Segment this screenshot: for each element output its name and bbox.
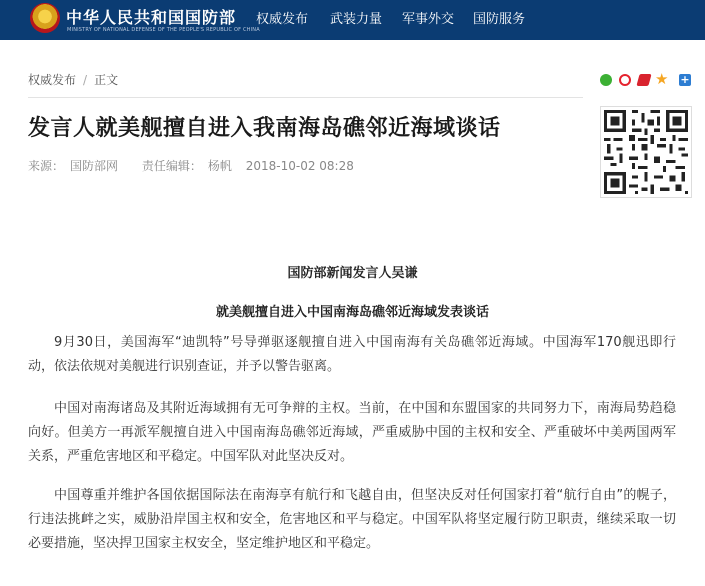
pen-icon[interactable] [636,74,651,86]
article-title: 发言人就美舰擅自进入我南海岛礁邻近海域谈话 [28,116,501,141]
publish-date: 2018-10-02 08:28 [245,159,354,173]
source-label: 来源： [28,159,65,173]
wechat-icon[interactable] [600,74,612,86]
site-subtitle: MINISTRY OF NATIONAL DEFENSE OF THE PEOPLE'S REPUBLIC OF CHINA [67,27,260,33]
source-value: 国防部网 [70,159,119,173]
nav-item-authoritative-release[interactable]: 权威发布 [256,12,309,27]
national-emblem-icon[interactable] [30,3,60,33]
plus-icon[interactable]: + [680,73,690,86]
breadcrumb [28,71,118,88]
breadcrumb-current: 正文 [94,73,119,87]
editor-label: 责任编辑： [141,159,202,173]
statement-subtitle: 就美舰擅自进入中国南海岛礁邻近海域发表谈话 [215,305,489,320]
speaker-line: 国防部新闻发言人吴谦 [287,266,418,281]
editor-value: 杨帆 [207,159,232,173]
article-paragraph: 9月30日，美国海军“迪凯特”号导弹驱逐舰擅自进入中国南海有关岛礁邻近海域。中国海军170舰迅即行动，依法依规对美舰进行识别查证，并予以警告驱离。 [28,335,676,374]
breadcrumb-separator: / [83,73,88,87]
article-meta [28,157,360,174]
nav-item-military-diplomacy[interactable]: 军事外交 [402,12,455,27]
nav-item-defense-services[interactable]: 国防服务 [473,12,526,27]
nav-item-armed-forces[interactable]: 武装力量 [330,12,383,27]
qr-code-icon [600,106,692,198]
site-header [0,0,705,40]
weibo-icon[interactable] [619,74,631,86]
article-paragraph: 中国对南海诸岛及其附近海域拥有无可争辩的主权。当前，在中国和东盟国家的共同努力下，南海局势趋稳向好。但美方一再派军舰擅自进入中国南海岛礁邻近海域，严重威胁中国的主权和安全、严重破坏中美两国两军关系，严重危害地区和平稳定。中国军队对此坚决反对。 [28,401,676,464]
breadcrumb-section-link[interactable]: 权威发布 [28,73,77,87]
star-icon[interactable]: ★ [655,70,669,88]
divider [28,97,583,98]
site-title[interactable]: 中华人民共和国国防部 [66,8,237,27]
article-paragraph: 中国尊重并维护各国依据国际法在南海享有航行和飞越自由，但坚决反对任何国家打着“航行自由”的幌子，行违法挑衅之实，威胁沿岸国主权和安全，危害地区和平与稳定。中国军队将坚定履行防卫职责，继续采取一切必要措施，坚决捍卫国家主权安全，坚定维护地区和平稳定。 [28,488,676,551]
